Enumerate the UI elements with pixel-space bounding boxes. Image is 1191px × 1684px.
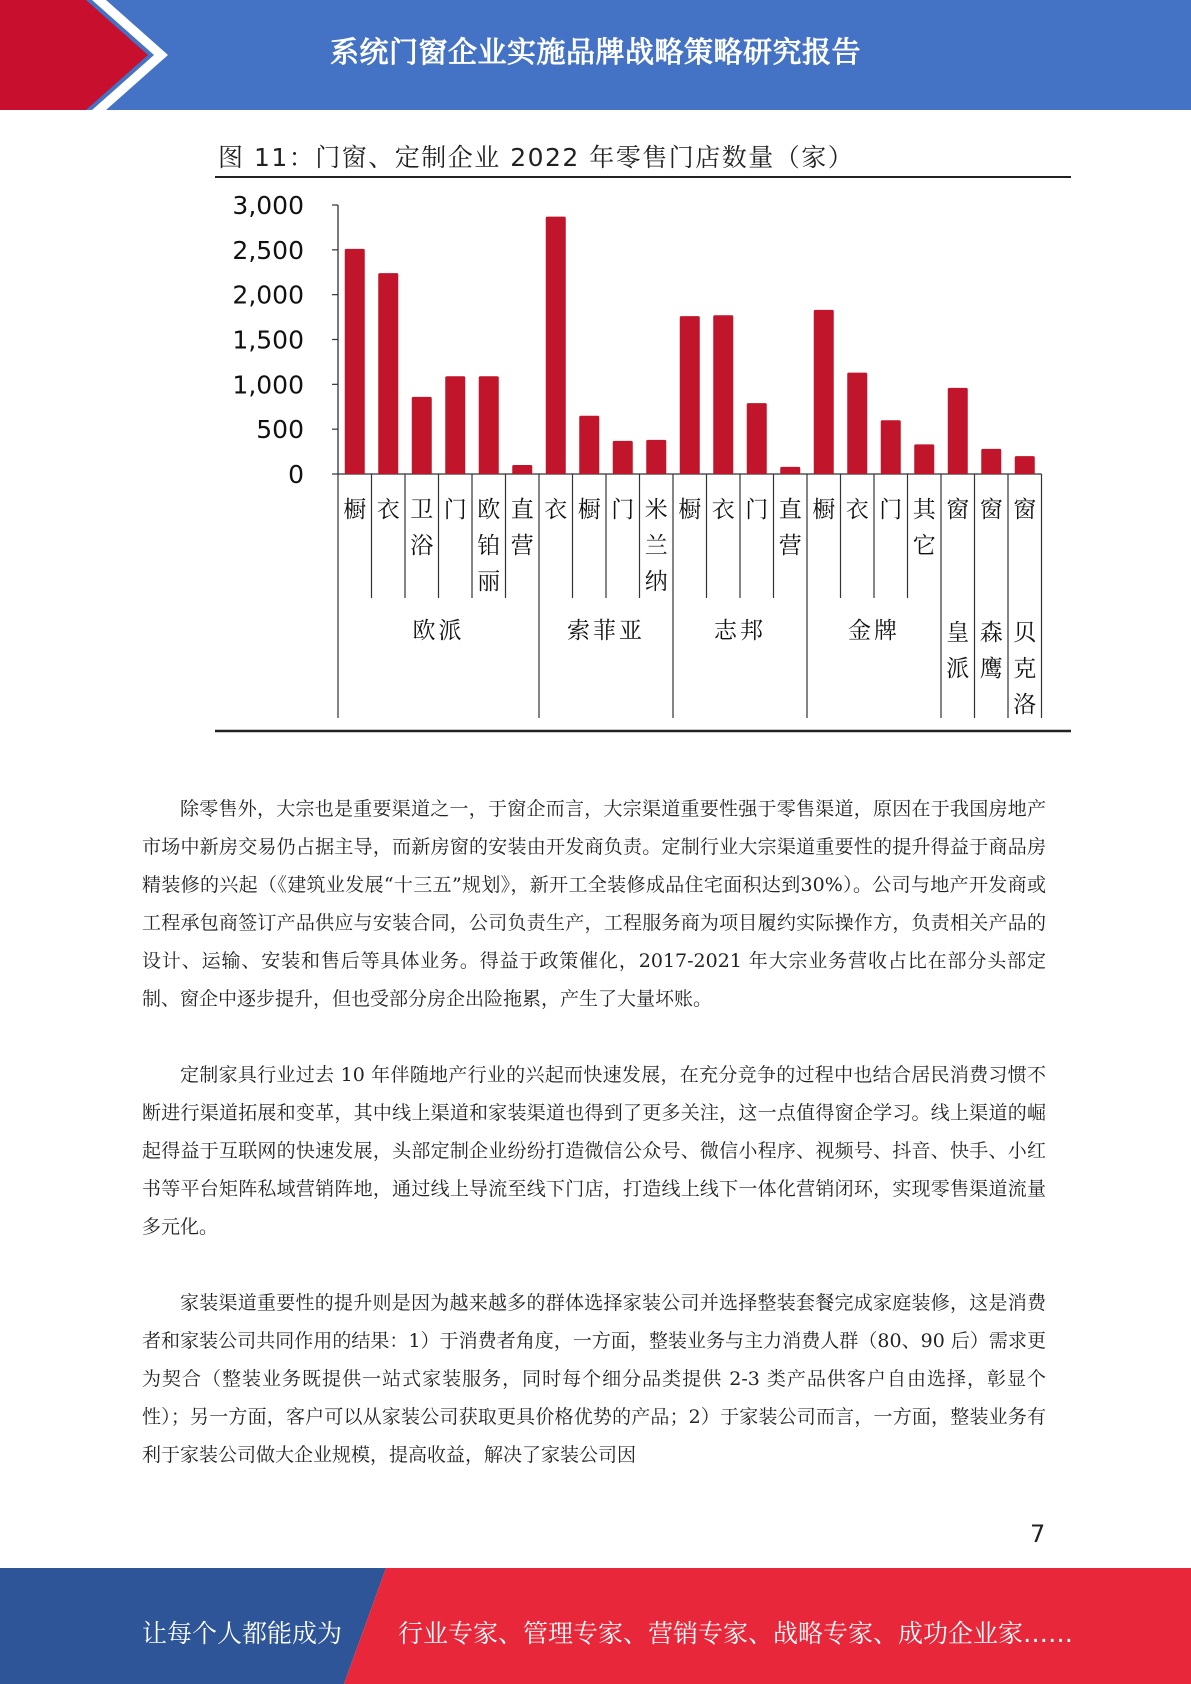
category-label-char: 兰	[644, 533, 668, 559]
category-label-char: 直	[510, 497, 534, 523]
bar	[646, 440, 666, 474]
body-paragraph: 家装渠道重要性的提升则是因为越来越多的群体选择家装公司并选择整装套餐完成家庭装修，这是消费者和家装公司共同作用的结果：1）于消费者角度，一方面，整装业务与主力消费人群（80、90 后）需求更为契合（整装业务既提供一站式家装服务，同时每个细分品类提供 2-3 类产品供客户自由选择，彰显个性）；另一方面，客户可以从家装公司获取更具价格优势的产品；2）于家装公司而言，一方面，整装业务有利于家装公司做大企业规模，提高收益，解决了家装公司因	[142, 1292, 1046, 1466]
bar	[780, 467, 800, 474]
category-label-char: 它	[912, 533, 936, 559]
category-label-char: 浴	[410, 533, 434, 559]
category-label-char: 米	[644, 497, 668, 523]
category-label-char: 衣	[376, 497, 400, 523]
group-label-char: 洛	[1013, 692, 1037, 718]
bar-chart	[0, 0, 1191, 780]
bar	[378, 273, 398, 474]
bar	[345, 249, 365, 474]
y-tick-label: 1,000	[232, 370, 304, 400]
body-paragraph: 除零售外，大宗也是重要渠道之一，于窗企而言，大宗渠道重要性强于零售渠道，原因在于我国房地产市场中新房交易仍占据主导，而新房窗的安装由开发商负责。定制行业大宗渠道重要性的提升得益于商品房精装修的兴起（《建筑业发展“十三五”规划》，新开工全装修成品住宅面积达到30%）。公司与地产开发商或工程承包商签订产品供应与安装合同，公司负责生产，工程服务商为项目履约实际操作方，负责相关产品的设计、运输、安装和售后等具体业务。得益于政策催化，2017-2021 年大宗业务营收占比在部分头部定制、窗企中逐步提升，但也受部分房企出险拖累，产生了大量坏账。	[142, 798, 1046, 1010]
category-label-char: 橱	[343, 497, 367, 523]
category-label-char: 营	[778, 533, 802, 559]
bar	[546, 217, 566, 474]
category-label-char: 营	[510, 533, 534, 559]
bar	[680, 316, 700, 474]
category-label-char: 橱	[678, 497, 702, 523]
footer-slogan-right: 行业专家、管理专家、营销专家、战略专家、成功企业家……	[398, 1619, 1074, 1648]
category-label-char: 橱	[577, 497, 601, 523]
category-label-char: 窗	[1013, 497, 1037, 523]
category-label-char: 门	[443, 497, 467, 523]
category-label-char: 窗	[979, 497, 1003, 523]
bar	[948, 388, 968, 474]
category-label-char: 丽	[477, 569, 501, 595]
group-label: 金牌	[848, 618, 900, 644]
category-label-char: 窗	[946, 497, 970, 523]
category-label-char: 门	[611, 497, 635, 523]
category-label-char: 铂	[477, 533, 501, 559]
category-label-char: 直	[778, 497, 802, 523]
bar	[881, 420, 901, 474]
figure-caption: 图 11：门窗、定制企业 2022 年零售门店数量（家）	[218, 143, 855, 172]
group-label: 欧派	[412, 618, 465, 644]
category-label-char: 其	[912, 497, 936, 523]
bar	[847, 373, 867, 474]
bar	[579, 416, 599, 474]
group-label: 索菲亚	[567, 618, 645, 644]
report-title: 系统门窗企业实施品牌战略策略研究报告	[329, 35, 861, 69]
y-tick-label: 500	[256, 415, 304, 445]
category-label-char: 门	[879, 497, 903, 523]
body-paragraph: 定制家具行业过去 10 年伴随地产行业的兴起而快速发展，在充分竞争的过程中也结合居民消费习惯不断进行渠道拓展和变革，其中线上渠道和家装渠道也得到了更多关注，这一点值得窗企学习。线上渠道的崛起得益于互联网的快速发展，头部定制企业纷纷打造微信公众号、微信小程序、视频号、抖音、快手、小红书等平台矩阵私域营销阵地，通过线上导流至线下门店，打造线上线下一体化营销闭环，实现零售渠道流量多元化。	[142, 1064, 1046, 1238]
category-label-char: 衣	[544, 497, 568, 523]
page-number: 7	[1030, 1520, 1046, 1548]
group-label: 志邦	[714, 618, 766, 644]
bar	[914, 444, 934, 474]
group-label-char: 贝	[1013, 620, 1037, 646]
y-tick-label: 0	[288, 460, 304, 489]
group-label-char: 鹰	[979, 656, 1003, 682]
y-tick-label: 2,500	[232, 235, 304, 265]
bar	[981, 449, 1001, 474]
category-label-char: 欧	[477, 497, 501, 523]
group-label-char: 森	[979, 620, 1003, 646]
bar	[1015, 456, 1035, 474]
category-label-char: 门	[745, 497, 769, 523]
group-label-char: 克	[1013, 656, 1037, 682]
bar	[412, 397, 432, 474]
group-label-char: 皇	[946, 620, 970, 646]
group-label-char: 派	[946, 656, 970, 682]
category-label-char: 橱	[812, 497, 836, 523]
bar	[814, 310, 834, 474]
bar	[713, 315, 733, 474]
category-label-char: 纳	[644, 569, 668, 595]
bar	[479, 376, 499, 474]
footer-slogan-left: 让每个人都能成为	[142, 1619, 343, 1648]
category-label-char: 卫	[410, 497, 434, 523]
y-tick-label: 1,500	[232, 325, 304, 355]
body-text	[142, 790, 1046, 1512]
bar	[747, 403, 767, 474]
y-tick-label: 2,000	[232, 280, 304, 310]
page-footer	[0, 1568, 1191, 1684]
bar	[445, 376, 465, 474]
bar	[512, 465, 532, 474]
bar	[613, 441, 633, 474]
y-tick-label: 3,000	[232, 191, 304, 220]
category-label-char: 衣	[711, 497, 735, 523]
category-label-char: 衣	[845, 497, 869, 523]
